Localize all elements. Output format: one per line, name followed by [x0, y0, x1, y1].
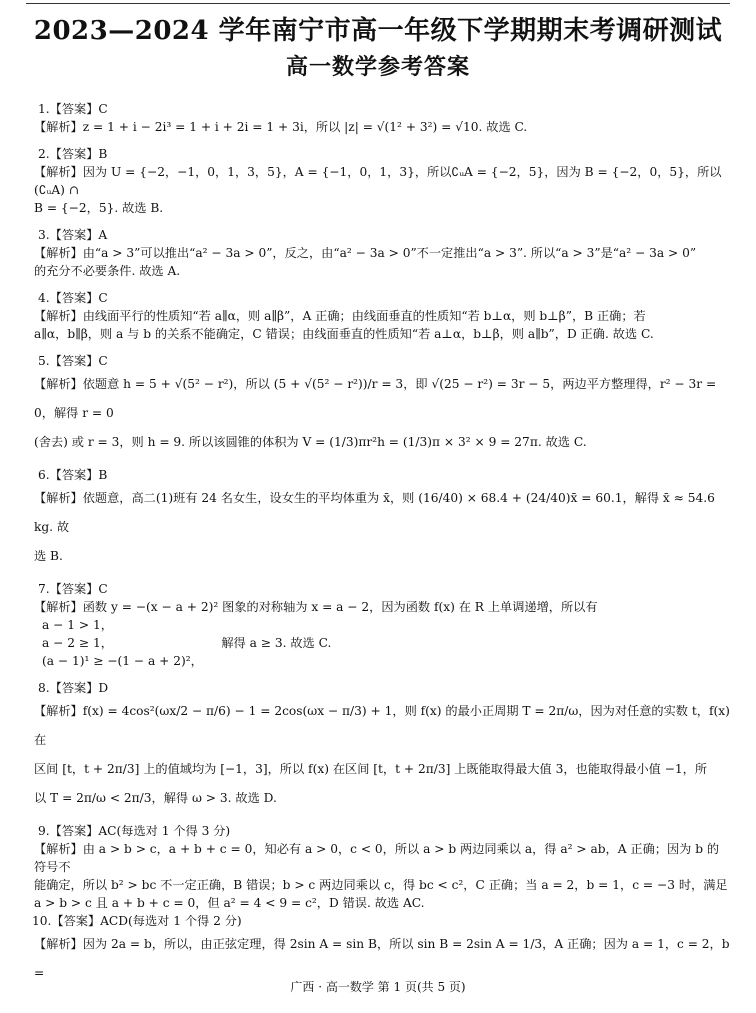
answer-label: 9.【答案】AC(每选对 1 个得 3 分) [38, 824, 231, 838]
explanation-line: 【解析】由“a > 3”可以推出“a² − 3a > 0”，反之，由“a² − 3a > 0”不一定推出“a > 3”. 所以“a > 3”是“a² − 3a > 0” [34, 246, 697, 260]
explanation-line: 【解析】因为 U = {−2，−1，0，1，3，5}，A = {−1，0，1，3}，所以∁ᵤA = {−2，5}，因为 B = {−2，0，5}，所以(∁ᵤA) ∩ [34, 165, 722, 197]
answer-label: 10.【答案】ACD(每选对 1 个得 2 分) [32, 914, 242, 928]
explanation-line: 【解析】由线面平行的性质知“若 a∥α，则 a∥β”，A 正确；由线面垂直的性质知“若 b⊥α，则 b⊥β”，B 正确；若 [34, 309, 646, 323]
page-title: 2023—2024 学年南宁市高一年级下学期期末考调研测试 [33, 16, 723, 46]
answer-item [34, 289, 730, 343]
answer-label: 8.【答案】D [38, 681, 109, 695]
answer-label: 6.【答案】B [38, 468, 108, 482]
explanation-line: 【解析】函数 y = −(x − a + 2)² 图象的对称轴为 x = a − 2，因为函数 f(x) 在 R 上单调递增，所以有 [34, 600, 598, 614]
answer-item [32, 912, 730, 988]
answer-item [34, 466, 730, 571]
answer-item [34, 822, 730, 912]
answer-label: 7.【答案】C [38, 582, 108, 596]
explanation-line: 的充分不必要条件. 故选 A. [34, 264, 181, 278]
explanation-line: 能确定，所以 b² > bc 不一定正确，B 错误；b > c 两边同乘以 c，得 bc < c²，C 正确；当 a = 2，b = 1，c = −3 时，满足 [34, 878, 728, 892]
explanation-line: 【解析】因为 2a = b，所以，由正弦定理，得 2sin A = sin B，所以 sin B = 2sin A = 1/3，A 正确；因为 a = 1，c = 2，b = [34, 937, 730, 980]
answer-item [34, 679, 730, 813]
explanation-line: 选 B. [34, 549, 63, 563]
answer-list [32, 100, 730, 988]
explanation-line: (a − 1)¹ ≥ −(1 − a + 2)²， [42, 654, 203, 668]
top-rule [26, 3, 730, 4]
explanation-line: 【解析】依题意 h = 5 + √(5² − r²)，所以 (5 + √(5² − r²))/r = 3，即 √(25 − r²) = 3r − 5，两边平方整理得，r² − 3r = 0，解得 r = 0 [34, 377, 717, 420]
answer-label: 4.【答案】C [38, 291, 108, 305]
explanation-line: 【解析】z = 1 + i − 2i³ = 1 + i + 2i = 1 + 3i，所以 |z| = √(1² + 3²) = √10. 故选 C. [34, 120, 528, 134]
explanation-line: a − 1 > 1， [42, 618, 113, 632]
explanation-line: 区间 [t，t + 2π/3] 上的值域均为 [−1，3]，所以 f(x) 在区间 [t，t + 2π/3] 上既能取得最大值 3，也能取得最小值 −1，所 [34, 762, 708, 776]
explanation-line: B = {−2，5}. 故选 B. [34, 201, 164, 215]
explanation-line: 【解析】依题意，高二(1)班有 24 名女生，设女生的平均体重为 x̄，则 (16/40) × 68.4 + (24/40)x̄ = 60.1，解得 x̄ ≈ 54.6 kg. 故 [34, 491, 715, 534]
answer-label: 2.【答案】B [38, 147, 108, 161]
answer-item [34, 226, 730, 280]
explanation-line: 【解析】f(x) = 4cos²(ωx/2 − π/6) − 1 = 2cos(ωx − π/3) + 1，则 f(x) 的最小正周期 T = 2π/ω，因为对任意的实数 t，f(x) 在 [34, 704, 730, 747]
answer-item [34, 100, 730, 136]
explanation-line: a − 2 ≥ 1， 解得 a ≥ 3. 故选 C. [42, 636, 332, 650]
answer-item [34, 145, 730, 217]
explanation-line: a > b > c 且 a + b + c = 0，但 a² = 4 < 9 = c²，D 错误. 故选 AC. [34, 896, 425, 910]
explanation-line: (舍去) 或 r = 3，则 h = 9. 所以该圆锥的体积为 V = (1/3)πr²h = (1/3)π × 3² × 9 = 27π. 故选 C. [34, 435, 587, 449]
explanation-line: 【解析】由 a > b > c，a + b + c = 0，知必有 a > 0，c < 0，所以 a > b 两边同乘以 a，得 a² > ab，A 正确；因为 b 的符号不 [34, 842, 720, 874]
explanation-line: a∥α，b∥β，则 a 与 b 的关系不能确定，C 错误；由线面垂直的性质知“若 a⊥α，b⊥β，则 a∥b”，D 正确. 故选 C. [34, 327, 654, 341]
explanation-line: 以 T = 2π/ω < 2π/3，解得 ω > 3. 故选 D. [34, 791, 277, 805]
page-subtitle: 高一数学参考答案 [285, 54, 470, 80]
answer-label: 3.【答案】A [38, 228, 108, 242]
answer-item [34, 580, 730, 670]
page-footer: 广西 · 高一数学 第 1 页(共 5 页) [290, 980, 466, 994]
answer-item [34, 352, 730, 457]
answer-label: 1.【答案】C [38, 102, 108, 116]
answer-label: 5.【答案】C [38, 354, 108, 368]
